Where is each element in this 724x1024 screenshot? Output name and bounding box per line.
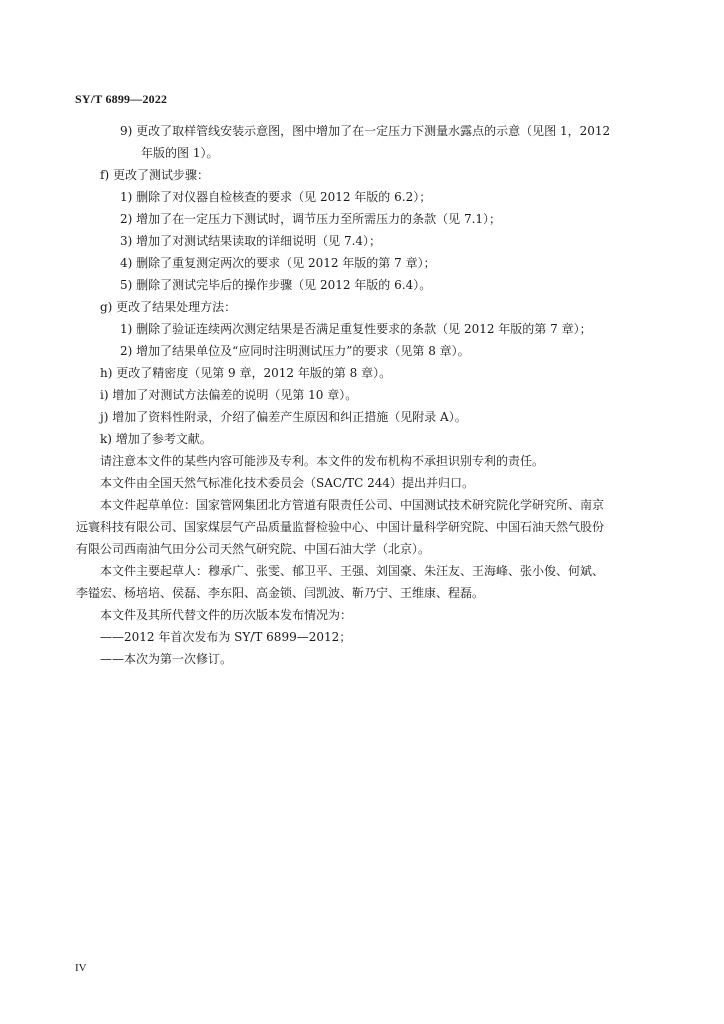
body-line: 9) 更改了取样管线安装示意图，图中增加了在一定压力下测量水露点的示意（见图 1，2012	[120, 124, 611, 138]
body-line: 4) 删除了重复测定两次的要求（见 2012 年版的第 7 章）；	[120, 256, 436, 270]
body-line: ——本次为第一次修订。	[100, 652, 233, 666]
body-line: 年版的图 1）。	[141, 146, 219, 160]
body-line: h) 更改了精密度（见第 9 章，2012 年版的第 8 章）。	[100, 366, 392, 380]
body-line: 3) 增加了对测试结果读取的详细说明（见 7.4）；	[120, 234, 382, 248]
body-line: 请注意本文件的某些内容可能涉及专利。本文件的发布机构不承担识别专利的责任。	[100, 454, 545, 468]
body-line: k) 增加了参考文献。	[100, 432, 212, 446]
body-line: i) 增加了对测试方法偏差的说明（见第 10 章）。	[100, 388, 358, 402]
page-header: SY/T 6899—2022	[75, 92, 168, 106]
body-line: 本文件主要起草人：穆承广、张雯、郁卫平、王强、刘国豪、朱汪友、王海峰、张小俊、何斌、	[100, 564, 605, 578]
body-line: ——2012 年首次发布为 SY/T 6899—2012；	[100, 630, 352, 644]
body-line: 2) 增加了在一定压力下测试时，调节压力至所需压力的条款（见 7.1）；	[120, 212, 502, 226]
body-line: f) 更改了测试步骤：	[100, 168, 209, 182]
page-number: IV	[75, 962, 87, 974]
body-line: j) 增加了资料性附录，介绍了偏差产生原因和纠正措施（见附录 A）。	[100, 410, 467, 424]
body-line: 5) 删除了测试完毕后的操作步骤（见 2012 年版的 6.4）。	[120, 278, 432, 292]
body-line: 1) 删除了验证连续两次测定结果是否满足重复性要求的条款（见 2012 年版的第 7 章）；	[120, 322, 592, 336]
body-line: 有限公司西南油气田分公司天然气研究院、中国石油大学（北京）。	[76, 542, 431, 556]
body-line: 李镒宏、杨培培、侯磊、李东阳、高金锁、闫凯波、靳乃宁、王维康、程磊。	[76, 586, 485, 600]
body-line: 本文件起草单位：国家管网集团北方管道有限责任公司、中国测试技术研究院化学研究所、南京	[100, 498, 605, 512]
body-line: 1) 删除了对仪器自检核查的要求（见 2012 年版的 6.2）；	[120, 190, 432, 204]
body-line: g) 更改了结果处理方法：	[100, 300, 237, 314]
body-line: 2) 增加了结果单位及“应同时注明测试压力”的要求（见第 8 章）。	[120, 344, 470, 358]
body-line: 远寰科技有限公司、国家煤层气产品质量监督检验中心、中国计量科学研究院、中国石油天然气股份	[76, 520, 605, 534]
body-line: 本文件由全国天然气标准化技术委员会（SAC/TC 244）提出并归口。	[100, 476, 475, 490]
body-line: 本文件及其所代替文件的历次版本发布情况为：	[100, 608, 353, 622]
